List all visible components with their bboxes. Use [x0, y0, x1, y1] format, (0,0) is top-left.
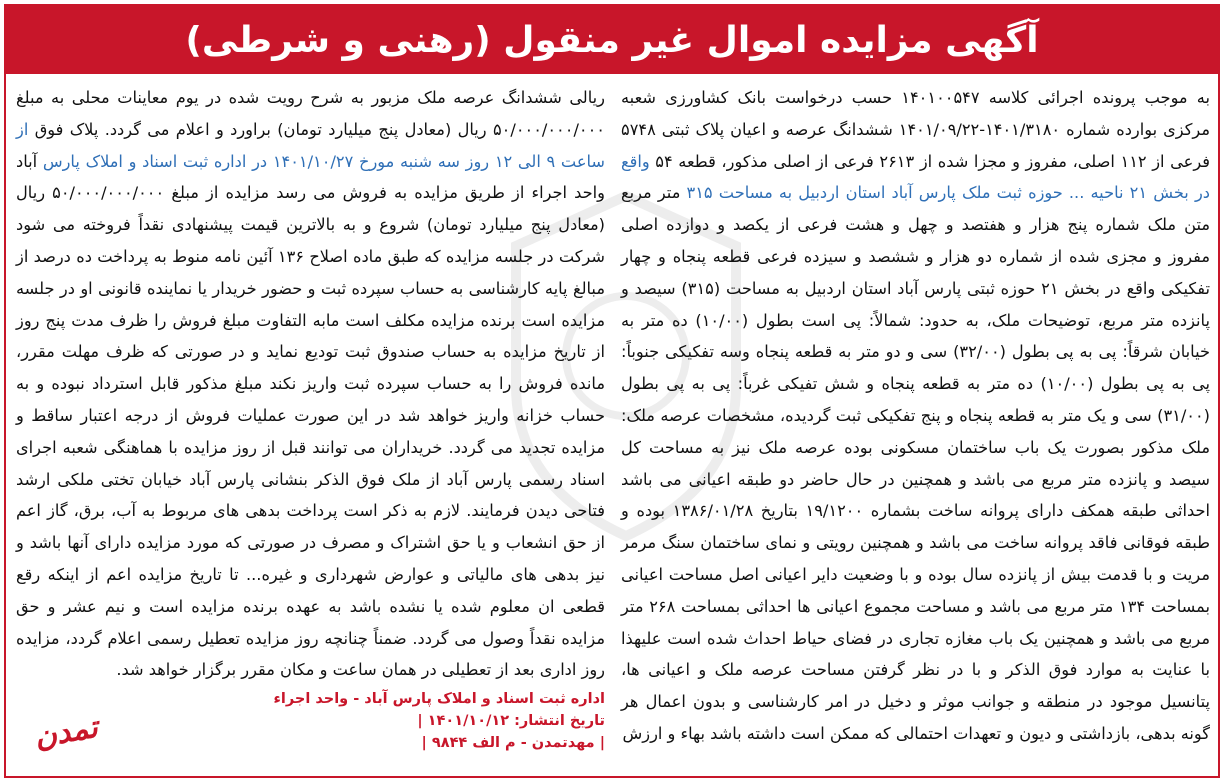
notice-frame	[4, 4, 1220, 778]
footer-code: | مهدتمدن - م الف ۹۸۴۴ |	[421, 735, 605, 752]
publisher-logo-text: تمدن	[31, 709, 101, 755]
left-column	[16, 82, 605, 770]
footer-date: تاریخ انتشار: ۱۴۰۱/۱۰/۱۲ |	[417, 713, 605, 730]
property-location: واقع در بخش ۲۱ ناحیه ... حوزه ثبت ملک پارس آباد استان اردبیل به مساحت ۳۱۵	[621, 151, 1210, 203]
left-paragraph-1: ریالی ششدانگ عرصه ملک مزبور به شرح رویت شده در یوم معاینات محلی به مبلغ ۵۰/۰۰۰/۰۰۰/۰۰۰ ریال (معادل پنج میلیارد تومان) براورد و اعلام می گردد. پلاک فوق	[16, 88, 605, 139]
footer-office: اداره ثبت اسناد و املاک پارس آباد - واحد اجراء	[273, 691, 605, 708]
notice-title: آگهی مزایده اموال غیر منقول (رهنی و شرطی)	[6, 6, 1218, 74]
left-paragraph-3: آباد واحد اجراء از طریق مزایده به فروش می رسد مزایده از مبلغ ۵۰/۰۰۰/۰۰۰/۰۰۰ ریال (معادل پنج میلیارد تومان) شروع و به بالاترین قیمت پیشنهادی نقداً فروخته می شود شرکت در جلسه مزایده که طبق ماده اصلاح ۱۳۶ آئین نامه منوط به پرداخت ده درصد از مبالغ پایه کارشناسی به حساب سپرده ثبت و حضور خریدار یا نماینده قانونی او در جلسه مزایده است برنده مزایده مکلف است مابه التفاوت مبلغ فروش را ظرف مدت پنج روز از تاریخ مزایده به حساب صندوق ثبت تودیع نماید و در صورتی که ظرف مهلت مقرر، مانده فروش را به حساب سپرده ثبت واریز نکند مبلغ مذکور قابل استرداد نبوده و به حساب خزانه واریز خواهد شد در این صورت عملیات فروش از درجه اعتبار ساقط و مزایده تجدید می گردد. خریداران می توانند قبل از روز مزایده با هماهنگی شعبه اجرای اسناد رسمی پارس آباد از ملک فوق الذکر بنشانی پارس آباد خیابان تختی ملکی ارشد فتاحی دیدن فرمایند. لازم به ذکر است پرداخت بدهی های مربوط به آب، برق، گاز اعم از حق انشعاب و یا حق اشتراک و مصرف در صورتی که مورد مزایده دارای آنها باشد و نیز بدهی های مالیاتی و عوارض شهرداری و غیره... تا تاریخ مزایده اعم از اینکه رقع قطعی ان معلوم شده یا نشده باشد به عهده برنده مزایده است و نیم عشر و حق مزایده نقداً وصول می گردد. ضمناً چنانچه روز مزایده تعطیل رسمی اعلام گردد، مزایده روز اداری بعد از تعطیلی در همان ساعت و مکان مقرر برگزار خواهد شد.	[16, 151, 605, 680]
notice-body	[16, 82, 1210, 770]
auction-time: از ساعت ۹ الی ۱۲ روز سه شنبه مورخ ۱۴۰۱/۱۰/۲۷ در اداره ثبت اسناد و املاک پارس	[16, 119, 605, 171]
right-paragraph-1: به موجب پرونده اجرائی کلاسه ۱۴۰۱۰۰۵۴۷ حسب درخواست بانک کشاورزی شعبه مرکزی بوارده شماره ۱۴۰۱/۳۱۸۰-۱۴۰۱/۰۹/۲۲ ششدانگ عرصه و اعیان پلاک ثبتی ۵۷۴۸ فرعی از ۱۱۲ اصلی، مفروز و مجزا شده از ۲۶۱۳ فرعی از اصلی مذکور، قطعه ۵۴	[621, 88, 1210, 171]
right-column	[621, 82, 1210, 770]
right-paragraph-3: متر مربع متن ملک شماره پنج هزار و هفتصد و چهل و هشت فرعی از یکصد و دوازده اصلی مفروز و مجزی شده از شماره دو هزار و ششصد و سیزده فرعی قطعه پنجاه و چهار تفکیکی واقع در بخش ۲۱ حوزه ثبتی پارس آباد استان اردبیل به مساحت (۳۱۵) سیصد و پانزده متر مربع، توضیحات ملک، به حدود: شمالاً: پی است بطول (۱۰/۰۰) ده متر به خیابان شرقاً: پی به پی بطول (۳۲/۰۰) سی و دو متر به قطعه پنجاه وسه تفکیکی جنوباً: پی به پی بطول (۱۰/۰۰) ده متر به قطعه پنجاه و شش تفیکی غرباً: پی به پی بطول (۳۱/۰۰) سی و یک متر به قطعه پنجاه و پنج تفکیکی ثبت گردیده، مشخصات عرصه ملک: ملک مذکور بصورت یک باب ساختمان مسکونی بوده عرصه ملک نیز به مساحت کل سیصد و پانزده متر مربع می باشد و همچنین در حال حاضر دو طبقه اعیانی می باشد احداثی طبقه همکف دارای پروانه ساخت بشماره ۱۹/۱۲۰۰ بتاریخ ۱۳۸۶/۰۱/۲۸ بوده و طبقه فوقانی فاقد پروانه ساخت می باشد و همچنین رویتی و نمای ساختمان سنگ مرمر مریت و با قدمت بیش از پانزده سال بوده و با وضعیت دایر اعیانی اصل مساحت اعیانی بمساحت ۱۳۴ متر مربع می باشد و مساحت مجموع اعیانی ها احداثی بمساحت ۲۶۸ متر مربع می باشد و همچنین یک باب مغازه تجاری در فضای حیاط احداث شده است علیهذا با عنایت به موارد فوق الذکر و با در نظر گرفتن مساحت عرصه ملک و اعیانی ها، پتانسیل موجود در منطقه و جوانب موثر و دخیل در امر کارشناسی و بدون اعمال هر گونه بدهی، بازداشتی و دیون و تعهدات احتمالی که ممکن است داشته باشد بهاء و ارزش	[621, 183, 1210, 743]
